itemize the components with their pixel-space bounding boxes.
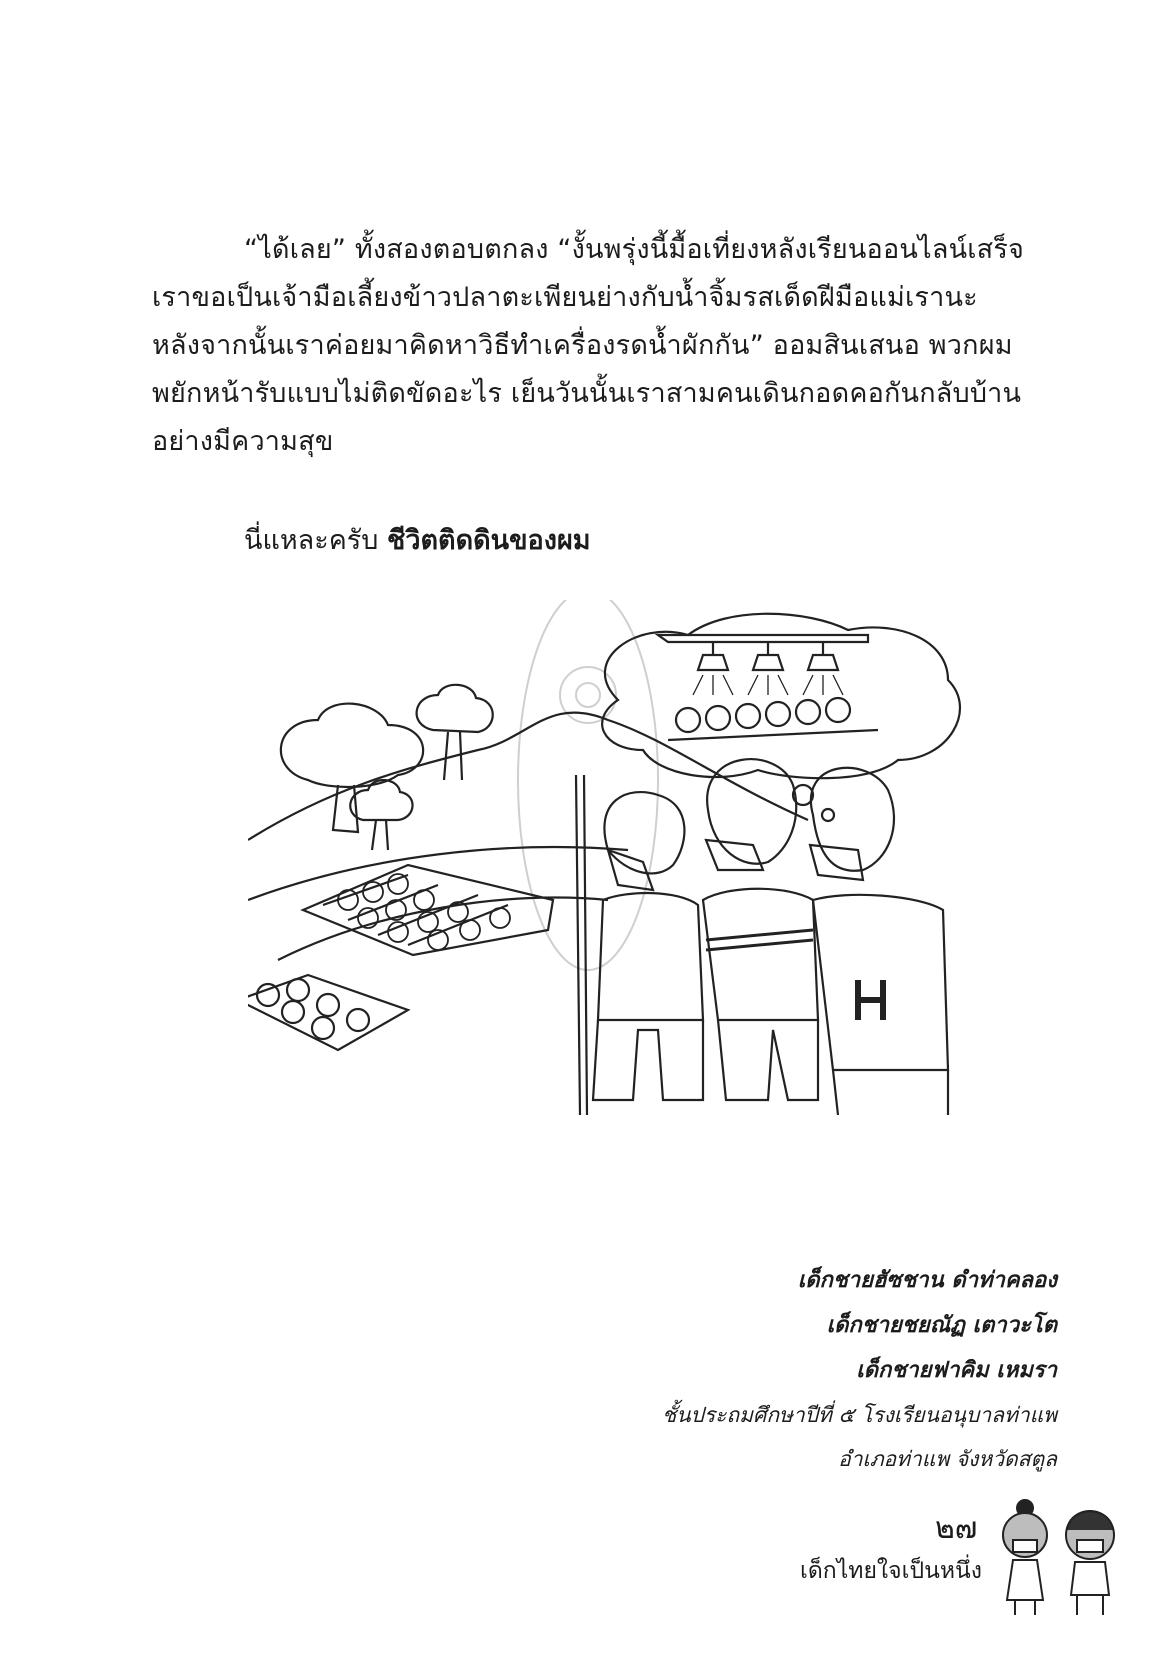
mascot-girl — [1003, 1500, 1047, 1615]
children-garden-illustration — [248, 600, 1003, 1160]
shirt-h-mark — [858, 980, 883, 1020]
vegetable-bed — [303, 865, 553, 955]
story-line: เราขอเป็นเจ้ามือเลี้ยงข้าวปลาตะเพียนย่างกับน้ำจิ้มรสเด็ดฝีมือแม่เรานะ — [152, 282, 978, 313]
author-name: เด็กชายฟาคิม เหมรา — [856, 1358, 1057, 1383]
watermark-seal — [518, 600, 658, 970]
story-line: “ได้เลย” ทั้งสองตอบตกลง “งั้นพรุ่งนี้มื้อเที่ยงหลังเรียนออนไลน์เสร็จ — [244, 234, 1025, 265]
boy-left — [593, 792, 703, 1100]
story-line: อย่างมีความสุข — [152, 426, 334, 457]
tree-right — [417, 685, 493, 780]
school-info: ชั้นประถมศึกษาปีที่ ๕ โรงเรียนอนุบาลท่าแพ — [661, 1403, 1057, 1427]
page-number: ๒๗ — [935, 1511, 978, 1546]
mascot-children-icon — [995, 1490, 1130, 1620]
sprinkler-system — [658, 635, 878, 740]
vegetable-bed-small — [248, 975, 408, 1050]
author-credits — [497, 1258, 1057, 1481]
book-title: เด็กไทยใจเป็นหนึ่ง — [800, 1558, 982, 1584]
author-name: เด็กชายฮัซชาน ดำท่าคลอง — [797, 1268, 1057, 1293]
bamboo-stick — [576, 775, 587, 1115]
boy-middle — [703, 759, 818, 1100]
mascot-boy — [1066, 1511, 1114, 1615]
district-info: อำเภอท่าแพ จังหวัดสตูล — [838, 1447, 1057, 1471]
thought-bubble — [602, 614, 960, 821]
story-paragraph — [152, 226, 1057, 466]
story-line: พยักหน้ารับแบบไม่ติดขัดอะไร เย็นวันนั้นเราสามคนเดินกอดคอกันกลับบ้าน — [152, 378, 1022, 409]
author-name: เด็กชายชยณัฏ เตาวะโต — [826, 1313, 1057, 1338]
closing-prefix: นี่แหละครับ — [244, 525, 379, 556]
closing-title: ชีวิตติดดินของผม — [387, 525, 591, 556]
story-line: หลังจากนั้นเราค่อยมาคิดหาวิธีทำเครื่องรดน้ำผักกัน” ออมสินเสนอ พวกผม — [152, 330, 1013, 361]
tree-small — [350, 780, 412, 850]
closing-line — [244, 518, 591, 561]
